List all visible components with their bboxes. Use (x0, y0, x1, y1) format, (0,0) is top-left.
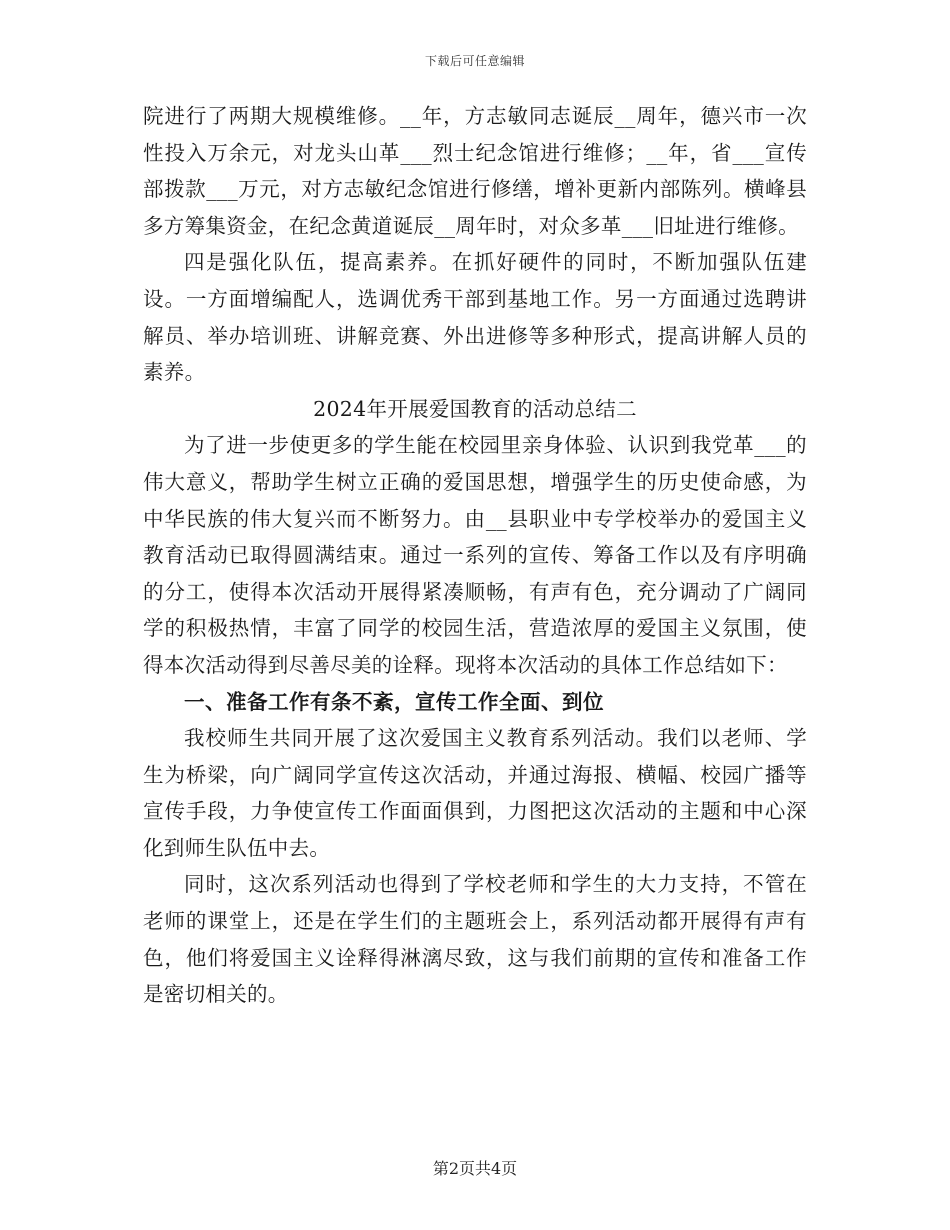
paragraph-publicity: 我校师生共同开展了这次爱国主义教育系列活动。我们以老师、学生为桥梁，向广阔同学宣传这次活动，并通过海报、横幅、校园广播等宣传手段，力争使宣传工作面面俱到，力图把这次活动的主题和中心深化到师生队伍中去。 (143, 726, 807, 860)
section-heading-1: 一、准备工作有条不紊，宣传工作全面、到位 (184, 689, 604, 714)
paragraph-team-building: 四是强化队伍，提高素养。在抓好硬件的同时，不断加强队伍建设。一方面增编配人，选调优秀干部到基地工作。另一方面通过选聘讲解员、举办培训班、讲解竞赛、外出进修等多种形式，提高讲解人员的素养。 (143, 250, 807, 385)
page-header-note: 下载后可任意编辑 (424, 54, 525, 68)
paragraph-repairs: 院进行了两期大规模维修。__年，方志敏同志诞辰__周年，德兴市一次性投入万余元，对龙头山革___烈士纪念馆进行维修；__年，省___宣传部拨款___万元，对方志敏纪念馆进行修缮，增补更新内部陈列。横峰县多方筹集资金，在纪念黄道诞辰__周年时，对众多革___旧址进行维修。 (143, 104, 807, 238)
paragraph-intro: 为了进一步使更多的学生能在校园里亲身体验、认识到我党革___的伟大意义，帮助学生树立正确的爱国思想，增强学生的历史使命感，为中华民族的伟大复兴而不断努力。由__县职业中专学校举办的爱国主义教育活动已取得圆满结束。通过一系列的宣传、筹备工作以及有序明确的分工，使得本次活动开展得紧凑顺畅，有声有色，充分调动了广阔同学的积极热情，丰富了同学的校园生活，营造浓厚的爱国主义氛围，使得本次活动得到尽善尽美的诠释。现将本次活动的具体工作总结如下： (143, 433, 807, 677)
paragraph-support: 同时，这次系列活动也得到了学校老师和学生的大力支持，不管在老师的课堂上，还是在学生们的主题班会上，系列活动都开展得有声有色，他们将爱国主义诠释得淋漓尽致，这与我们前期的宣传和准备工作是密切相关的。 (143, 872, 807, 1007)
document-body (143, 98, 807, 1013)
section-title: 2024年开展爱国教育的活动总结二 (313, 396, 637, 421)
page-footer-number: 第2页共4页 (432, 1159, 518, 1178)
